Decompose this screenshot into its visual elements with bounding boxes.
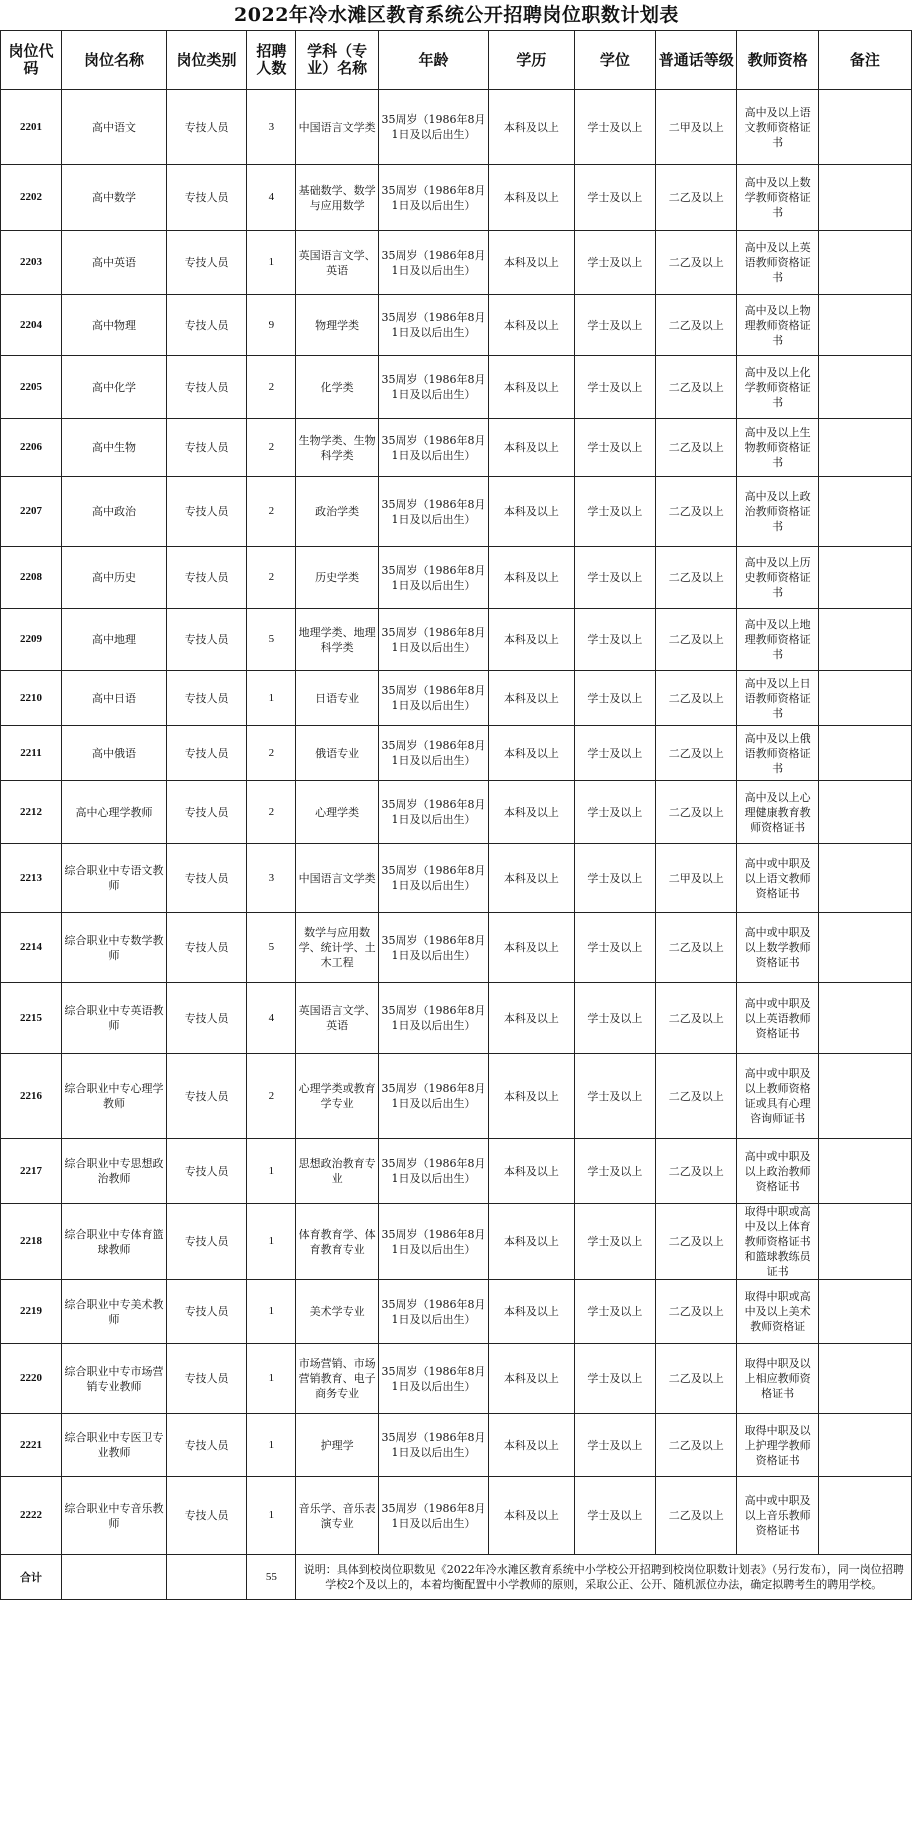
row-code: 2217	[1, 1139, 62, 1204]
table-row	[1, 1204, 912, 1280]
row-degree: 学士及以上	[574, 1139, 655, 1204]
total-count: 55	[247, 1555, 296, 1600]
row-education: 本科及以上	[489, 295, 575, 356]
row-category: 专技人员	[166, 844, 246, 913]
row-mandarin: 二乙及以上	[656, 1477, 737, 1555]
row-name: 综合职业中专英语教师	[62, 983, 167, 1054]
row-mandarin: 二乙及以上	[656, 165, 737, 231]
row-count: 4	[247, 983, 296, 1054]
row-age: 35周岁（1986年8月1日及以后出生）	[378, 1280, 488, 1344]
row-age: 35周岁（1986年8月1日及以后出生）	[378, 913, 488, 983]
row-count: 2	[247, 1054, 296, 1139]
total-note: 说明：具体到校岗位职数见《2022年冷水滩区教育系统中小学校公开招聘到校岗位职数计划表》（另行发布），同一岗位招聘学校2个及以上的，本着均衡配置中小学教师的原则，采取公正、公开、随机派位办法，确定拟聘考生的聘用学校。	[296, 1555, 912, 1600]
row-remark	[818, 419, 911, 477]
row-code: 2218	[1, 1204, 62, 1280]
row-subject: 中国语言文学类	[296, 90, 378, 165]
row-mandarin: 二乙及以上	[656, 609, 737, 671]
row-remark	[818, 726, 911, 781]
row-qualification: 高中及以上语文教师资格证书	[737, 90, 818, 165]
row-remark	[818, 165, 911, 231]
table-row	[1, 1344, 912, 1414]
row-count: 2	[247, 547, 296, 609]
row-age: 35周岁（1986年8月1日及以后出生）	[378, 1414, 488, 1477]
row-count: 1	[247, 1414, 296, 1477]
row-name: 综合职业中专音乐教师	[62, 1477, 167, 1555]
row-category: 专技人员	[166, 781, 246, 844]
row-code: 2219	[1, 1280, 62, 1344]
row-subject: 物理学类	[296, 295, 378, 356]
row-remark	[818, 1280, 911, 1344]
row-remark	[818, 913, 911, 983]
row-name: 综合职业中专数学教师	[62, 913, 167, 983]
row-age: 35周岁（1986年8月1日及以后出生）	[378, 983, 488, 1054]
header-name: 岗位名称	[62, 31, 167, 90]
row-subject: 心理学类	[296, 781, 378, 844]
row-category: 专技人员	[166, 1477, 246, 1555]
row-age: 35周岁（1986年8月1日及以后出生）	[378, 295, 488, 356]
row-education: 本科及以上	[489, 983, 575, 1054]
row-qualification: 高中及以上地理教师资格证书	[737, 609, 818, 671]
row-name: 高中数学	[62, 165, 167, 231]
row-qualification: 高中及以上英语教师资格证书	[737, 231, 818, 295]
row-degree: 学士及以上	[574, 1280, 655, 1344]
table-row	[1, 726, 912, 781]
row-mandarin: 二乙及以上	[656, 726, 737, 781]
row-count: 1	[247, 1477, 296, 1555]
row-mandarin: 二乙及以上	[656, 477, 737, 547]
row-subject: 俄语专业	[296, 726, 378, 781]
total-empty-name	[62, 1555, 167, 1600]
row-remark	[818, 547, 911, 609]
row-count: 4	[247, 165, 296, 231]
row-remark	[818, 671, 911, 726]
row-education: 本科及以上	[489, 90, 575, 165]
row-degree: 学士及以上	[574, 671, 655, 726]
row-category: 专技人员	[166, 1414, 246, 1477]
row-name: 高中日语	[62, 671, 167, 726]
row-age: 35周岁（1986年8月1日及以后出生）	[378, 844, 488, 913]
row-age: 35周岁（1986年8月1日及以后出生）	[378, 1344, 488, 1414]
row-age: 35周岁（1986年8月1日及以后出生）	[378, 356, 488, 419]
row-code: 2206	[1, 419, 62, 477]
row-name: 综合职业中专心理学教师	[62, 1054, 167, 1139]
row-degree: 学士及以上	[574, 231, 655, 295]
row-code: 2216	[1, 1054, 62, 1139]
row-category: 专技人员	[166, 726, 246, 781]
row-name: 高中俄语	[62, 726, 167, 781]
row-subject: 生物学类、生物科学类	[296, 419, 378, 477]
row-remark	[818, 609, 911, 671]
row-name: 高中历史	[62, 547, 167, 609]
row-degree: 学士及以上	[574, 295, 655, 356]
row-degree: 学士及以上	[574, 781, 655, 844]
header-age: 年龄	[378, 31, 488, 90]
row-qualification: 取得中职及以上相应教师资格证书	[737, 1344, 818, 1414]
row-code: 2210	[1, 671, 62, 726]
row-remark	[818, 90, 911, 165]
row-remark	[818, 1204, 911, 1280]
row-mandarin: 二乙及以上	[656, 1139, 737, 1204]
table-row	[1, 477, 912, 547]
row-name: 高中化学	[62, 356, 167, 419]
row-age: 35周岁（1986年8月1日及以后出生）	[378, 231, 488, 295]
row-education: 本科及以上	[489, 1414, 575, 1477]
row-education: 本科及以上	[489, 1477, 575, 1555]
row-age: 35周岁（1986年8月1日及以后出生）	[378, 726, 488, 781]
row-subject: 思想政治教育专业	[296, 1139, 378, 1204]
header-degree: 学位	[574, 31, 655, 90]
row-qualification: 高中及以上物理教师资格证书	[737, 295, 818, 356]
row-code: 2220	[1, 1344, 62, 1414]
row-category: 专技人员	[166, 671, 246, 726]
row-code: 2202	[1, 165, 62, 231]
row-mandarin: 二甲及以上	[656, 844, 737, 913]
row-degree: 学士及以上	[574, 477, 655, 547]
table-row	[1, 547, 912, 609]
table-row	[1, 1477, 912, 1555]
row-remark	[818, 1414, 911, 1477]
row-qualification: 高中及以上历史教师资格证书	[737, 547, 818, 609]
header-education: 学历	[489, 31, 575, 90]
row-code: 2214	[1, 913, 62, 983]
table-row	[1, 295, 912, 356]
row-mandarin: 二乙及以上	[656, 913, 737, 983]
row-remark	[818, 1139, 911, 1204]
row-education: 本科及以上	[489, 609, 575, 671]
row-qualification: 高中或中职及以上英语教师资格证书	[737, 983, 818, 1054]
row-code: 2203	[1, 231, 62, 295]
row-subject: 日语专业	[296, 671, 378, 726]
row-category: 专技人员	[166, 983, 246, 1054]
row-qualification: 高中及以上俄语教师资格证书	[737, 726, 818, 781]
table-row	[1, 844, 912, 913]
total-empty-category	[166, 1555, 246, 1600]
header-code: 岗位代码	[1, 31, 62, 90]
row-code: 2211	[1, 726, 62, 781]
row-education: 本科及以上	[489, 913, 575, 983]
row-mandarin: 二乙及以上	[656, 1280, 737, 1344]
row-subject: 基础数学、数学与应用数学	[296, 165, 378, 231]
row-category: 专技人员	[166, 1054, 246, 1139]
row-degree: 学士及以上	[574, 90, 655, 165]
table-row	[1, 231, 912, 295]
header-category: 岗位类别	[166, 31, 246, 90]
row-education: 本科及以上	[489, 419, 575, 477]
header-count: 招聘人数	[247, 31, 296, 90]
row-subject: 政治学类	[296, 477, 378, 547]
row-age: 35周岁（1986年8月1日及以后出生）	[378, 547, 488, 609]
row-name: 高中心理学教师	[62, 781, 167, 844]
header-qualification: 教师资格	[737, 31, 818, 90]
row-code: 2212	[1, 781, 62, 844]
row-mandarin: 二乙及以上	[656, 295, 737, 356]
row-category: 专技人员	[166, 913, 246, 983]
row-qualification: 高中或中职及以上教师资格证或具有心理咨询师证书	[737, 1054, 818, 1139]
recruitment-plan-table	[0, 30, 912, 1600]
row-code: 2209	[1, 609, 62, 671]
row-remark	[818, 477, 911, 547]
row-subject: 英国语言文学、英语	[296, 231, 378, 295]
row-education: 本科及以上	[489, 165, 575, 231]
row-degree: 学士及以上	[574, 1477, 655, 1555]
row-category: 专技人员	[166, 1204, 246, 1280]
row-name: 高中英语	[62, 231, 167, 295]
row-code: 2201	[1, 90, 62, 165]
row-count: 1	[247, 1280, 296, 1344]
row-degree: 学士及以上	[574, 913, 655, 983]
page-title: 2022年冷水滩区教育系统公开招聘岗位职数计划表	[234, 4, 679, 26]
row-degree: 学士及以上	[574, 356, 655, 419]
row-mandarin: 二乙及以上	[656, 1344, 737, 1414]
row-degree: 学士及以上	[574, 419, 655, 477]
row-remark	[818, 1477, 911, 1555]
row-qualification: 取得中职及以上护理学教师资格证书	[737, 1414, 818, 1477]
row-degree: 学士及以上	[574, 1054, 655, 1139]
row-education: 本科及以上	[489, 356, 575, 419]
table-row	[1, 609, 912, 671]
row-category: 专技人员	[166, 90, 246, 165]
row-remark	[818, 983, 911, 1054]
row-mandarin: 二甲及以上	[656, 90, 737, 165]
row-education: 本科及以上	[489, 1139, 575, 1204]
row-mandarin: 二乙及以上	[656, 231, 737, 295]
row-count: 1	[247, 1344, 296, 1414]
row-qualification: 高中或中职及以上音乐教师资格证书	[737, 1477, 818, 1555]
row-degree: 学士及以上	[574, 844, 655, 913]
row-age: 35周岁（1986年8月1日及以后出生）	[378, 90, 488, 165]
row-category: 专技人员	[166, 547, 246, 609]
row-qualification: 高中及以上数学教师资格证书	[737, 165, 818, 231]
row-category: 专技人员	[166, 1280, 246, 1344]
table-row	[1, 419, 912, 477]
table-row	[1, 356, 912, 419]
row-education: 本科及以上	[489, 231, 575, 295]
table-row	[1, 1054, 912, 1139]
row-category: 专技人员	[166, 419, 246, 477]
row-remark	[818, 1344, 911, 1414]
row-age: 35周岁（1986年8月1日及以后出生）	[378, 1139, 488, 1204]
row-name: 高中生物	[62, 419, 167, 477]
row-degree: 学士及以上	[574, 726, 655, 781]
row-count: 2	[247, 356, 296, 419]
row-degree: 学士及以上	[574, 547, 655, 609]
header-remark: 备注	[818, 31, 911, 90]
row-count: 1	[247, 671, 296, 726]
table-row	[1, 781, 912, 844]
row-count: 1	[247, 1139, 296, 1204]
row-education: 本科及以上	[489, 726, 575, 781]
row-count: 2	[247, 781, 296, 844]
row-degree: 学士及以上	[574, 1204, 655, 1280]
row-age: 35周岁（1986年8月1日及以后出生）	[378, 419, 488, 477]
row-count: 5	[247, 609, 296, 671]
row-age: 35周岁（1986年8月1日及以后出生）	[378, 781, 488, 844]
row-remark	[818, 844, 911, 913]
row-age: 35周岁（1986年8月1日及以后出生）	[378, 1204, 488, 1280]
table-row	[1, 913, 912, 983]
table-row	[1, 165, 912, 231]
row-degree: 学士及以上	[574, 609, 655, 671]
row-mandarin: 二乙及以上	[656, 356, 737, 419]
row-code: 2221	[1, 1414, 62, 1477]
row-subject: 市场营销、市场营销教育、电子商务专业	[296, 1344, 378, 1414]
row-subject: 护理学	[296, 1414, 378, 1477]
row-mandarin: 二乙及以上	[656, 1054, 737, 1139]
row-count: 5	[247, 913, 296, 983]
total-row	[1, 1555, 912, 1600]
row-qualification: 高中及以上日语教师资格证书	[737, 671, 818, 726]
row-count: 9	[247, 295, 296, 356]
row-name: 综合职业中专体育篮球教师	[62, 1204, 167, 1280]
row-name: 高中物理	[62, 295, 167, 356]
row-count: 2	[247, 726, 296, 781]
row-education: 本科及以上	[489, 1204, 575, 1280]
row-education: 本科及以上	[489, 477, 575, 547]
row-category: 专技人员	[166, 295, 246, 356]
row-qualification: 高中或中职及以上语文教师资格证书	[737, 844, 818, 913]
row-name: 综合职业中专市场营销专业教师	[62, 1344, 167, 1414]
row-subject: 体育教育学、体育教育专业	[296, 1204, 378, 1280]
row-name: 综合职业中专美术教师	[62, 1280, 167, 1344]
row-category: 专技人员	[166, 1139, 246, 1204]
table-row	[1, 983, 912, 1054]
row-code: 2207	[1, 477, 62, 547]
row-code: 2222	[1, 1477, 62, 1555]
row-count: 2	[247, 477, 296, 547]
row-category: 专技人员	[166, 356, 246, 419]
row-remark	[818, 781, 911, 844]
row-remark	[818, 295, 911, 356]
table-row	[1, 671, 912, 726]
row-count: 1	[247, 231, 296, 295]
row-mandarin: 二乙及以上	[656, 1204, 737, 1280]
row-code: 2213	[1, 844, 62, 913]
row-subject: 音乐学、音乐表演专业	[296, 1477, 378, 1555]
row-education: 本科及以上	[489, 781, 575, 844]
row-subject: 美术学专业	[296, 1280, 378, 1344]
row-subject: 历史学类	[296, 547, 378, 609]
row-name: 综合职业中专语文教师	[62, 844, 167, 913]
row-age: 35周岁（1986年8月1日及以后出生）	[378, 165, 488, 231]
header-subject: 学科（专业）名称	[296, 31, 378, 90]
row-age: 35周岁（1986年8月1日及以后出生）	[378, 671, 488, 726]
row-education: 本科及以上	[489, 547, 575, 609]
row-qualification: 高中及以上心理健康教育教师资格证书	[737, 781, 818, 844]
row-category: 专技人员	[166, 477, 246, 547]
row-category: 专技人员	[166, 609, 246, 671]
row-code: 2204	[1, 295, 62, 356]
row-qualification: 高中或中职及以上政治教师资格证书	[737, 1139, 818, 1204]
row-degree: 学士及以上	[574, 983, 655, 1054]
row-remark	[818, 1054, 911, 1139]
row-education: 本科及以上	[489, 844, 575, 913]
row-education: 本科及以上	[489, 1344, 575, 1414]
row-qualification: 取得中职或高中及以上美术教师资格证	[737, 1280, 818, 1344]
row-qualification: 高中及以上化学教师资格证书	[737, 356, 818, 419]
row-mandarin: 二乙及以上	[656, 983, 737, 1054]
row-degree: 学士及以上	[574, 165, 655, 231]
row-qualification: 高中及以上政治教师资格证书	[737, 477, 818, 547]
row-qualification: 取得中职或高中及以上体育教师资格证书和篮球教练员证书	[737, 1204, 818, 1280]
table-header-row	[1, 31, 912, 90]
row-code: 2215	[1, 983, 62, 1054]
row-subject: 心理学类或教育学专业	[296, 1054, 378, 1139]
row-name: 高中语文	[62, 90, 167, 165]
row-subject: 地理学类、地理科学类	[296, 609, 378, 671]
row-subject: 数学与应用数学、统计学、土木工程	[296, 913, 378, 983]
row-category: 专技人员	[166, 231, 246, 295]
row-count: 2	[247, 419, 296, 477]
row-education: 本科及以上	[489, 1054, 575, 1139]
row-code: 2205	[1, 356, 62, 419]
row-education: 本科及以上	[489, 671, 575, 726]
row-subject: 中国语言文学类	[296, 844, 378, 913]
row-mandarin: 二乙及以上	[656, 547, 737, 609]
total-label: 合计	[1, 1555, 62, 1600]
row-category: 专技人员	[166, 1344, 246, 1414]
row-mandarin: 二乙及以上	[656, 419, 737, 477]
header-mandarin: 普通话等级	[656, 31, 737, 90]
row-age: 35周岁（1986年8月1日及以后出生）	[378, 1477, 488, 1555]
row-count: 3	[247, 844, 296, 913]
row-name: 综合职业中专思想政治教师	[62, 1139, 167, 1204]
table-row	[1, 1414, 912, 1477]
row-degree: 学士及以上	[574, 1414, 655, 1477]
row-remark	[818, 356, 911, 419]
table-row	[1, 90, 912, 165]
row-count: 1	[247, 1204, 296, 1280]
row-code: 2208	[1, 547, 62, 609]
table-row	[1, 1139, 912, 1204]
row-name: 高中地理	[62, 609, 167, 671]
row-count: 3	[247, 90, 296, 165]
row-age: 35周岁（1986年8月1日及以后出生）	[378, 1054, 488, 1139]
row-subject: 化学类	[296, 356, 378, 419]
row-name: 高中政治	[62, 477, 167, 547]
row-category: 专技人员	[166, 165, 246, 231]
row-subject: 英国语言文学、英语	[296, 983, 378, 1054]
table-row	[1, 1280, 912, 1344]
row-mandarin: 二乙及以上	[656, 1414, 737, 1477]
row-mandarin: 二乙及以上	[656, 671, 737, 726]
row-remark	[818, 231, 911, 295]
row-age: 35周岁（1986年8月1日及以后出生）	[378, 609, 488, 671]
row-age: 35周岁（1986年8月1日及以后出生）	[378, 477, 488, 547]
row-qualification: 高中或中职及以上数学教师资格证书	[737, 913, 818, 983]
row-name: 综合职业中专医卫专业教师	[62, 1414, 167, 1477]
row-qualification: 高中及以上生物教师资格证书	[737, 419, 818, 477]
row-education: 本科及以上	[489, 1280, 575, 1344]
row-mandarin: 二乙及以上	[656, 781, 737, 844]
row-degree: 学士及以上	[574, 1344, 655, 1414]
